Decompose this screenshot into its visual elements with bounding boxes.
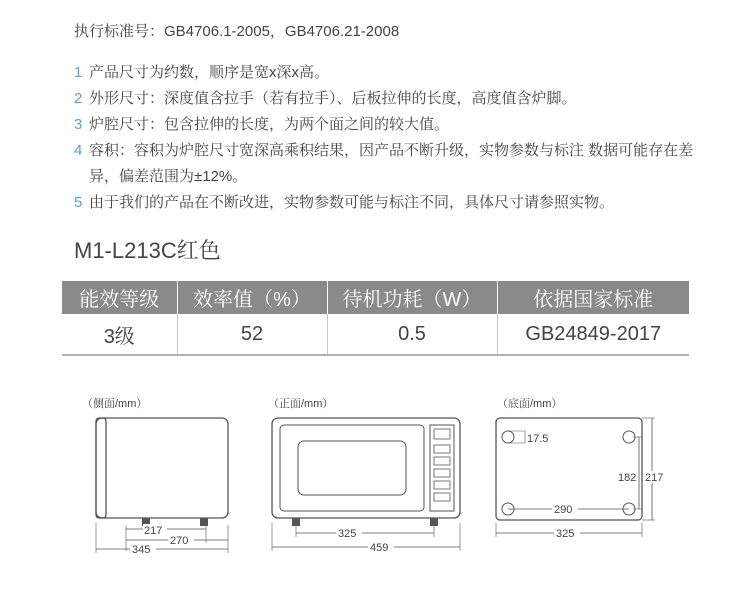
front-view [268, 397, 460, 554]
front-foot [292, 518, 300, 526]
side-door [96, 418, 106, 518]
side-view [82, 397, 228, 556]
front-dim-inner: 325 [338, 528, 357, 540]
note-text: 产品尺寸为约数，顺序是宽x深x高。 [89, 64, 330, 81]
bottom-view [496, 396, 668, 540]
standard-line: 执行标准号：GB4706.1-2005，GB4706.21-2008 [74, 23, 400, 40]
control-button [434, 457, 450, 465]
note-item [74, 190, 694, 216]
note-item [74, 60, 694, 86]
control-button [434, 481, 450, 489]
dimension-diagrams [0, 385, 750, 585]
bottom-dim-foot: 17.5 [527, 433, 549, 445]
note-text: 炉腔尺寸：包含拉伸的长度，为两个面之间的较大值。 [89, 116, 450, 133]
cell-standby-power: 0.5 [327, 314, 497, 355]
front-body [272, 418, 460, 518]
header-efficiency: 效率值（%） [177, 281, 327, 314]
side-view-title: （侧面/mm） [82, 398, 148, 410]
note-text: 容积：容积为炉腔尺寸宽深高乘积结果，因产品不断升级，实物参数与标注 数据可能存在差异，偏差范围为±12%。 [89, 142, 694, 185]
note-text: 外形尺寸：深度值含拉手（若有拉手）、后板拉伸的长度，高度值含炉脚。 [89, 90, 577, 107]
table-header-row [62, 281, 689, 314]
front-dim-total: 459 [370, 542, 389, 554]
note-item [74, 138, 694, 190]
note-number: 4 [74, 142, 83, 159]
bottom-dim-feet-depth: 182 [618, 472, 637, 484]
energy-spec-table [62, 281, 689, 356]
model-title: M1-L213C红色 [74, 238, 221, 263]
side-body [96, 418, 228, 518]
front-view-title: （正面/mm） [268, 398, 334, 410]
header-national-standard: 依据国家标准 [497, 281, 689, 314]
bottom-dim-feet-width: 290 [554, 504, 573, 516]
note-item [74, 86, 694, 112]
front-foot [430, 518, 438, 526]
side-foot [200, 518, 208, 526]
note-item [74, 112, 694, 138]
control-button [434, 493, 450, 501]
side-dim-total: 345 [132, 544, 151, 556]
table-row [62, 314, 689, 355]
header-energy-grade: 能效等级 [62, 281, 177, 314]
cell-efficiency: 52 [177, 314, 327, 355]
note-number: 3 [74, 116, 83, 133]
header-standby-power: 待机功耗（W） [327, 281, 497, 314]
bottom-view-title: （底面/mm） [497, 398, 563, 410]
control-button [434, 445, 450, 453]
bottom-dim-width: 325 [556, 528, 575, 540]
note-number: 5 [74, 194, 83, 211]
bottom-dim-depth: 217 [645, 472, 664, 484]
front-door [280, 425, 424, 511]
control-button [434, 469, 450, 477]
front-window [298, 441, 406, 495]
cell-energy-grade: 3级 [62, 314, 177, 355]
cell-national-standard: GB24849-2017 [497, 314, 689, 355]
display-panel [434, 429, 450, 439]
notes-list [74, 60, 694, 216]
note-number: 1 [74, 64, 83, 81]
side-dim-inner: 217 [144, 525, 163, 537]
bottom-foot [502, 431, 514, 443]
side-dim-feet: 270 [170, 535, 189, 547]
note-text: 由于我们的产品在不断改进，实物参数可能与标注不同，具体尺寸请参照实物。 [89, 194, 615, 211]
note-number: 2 [74, 90, 83, 107]
